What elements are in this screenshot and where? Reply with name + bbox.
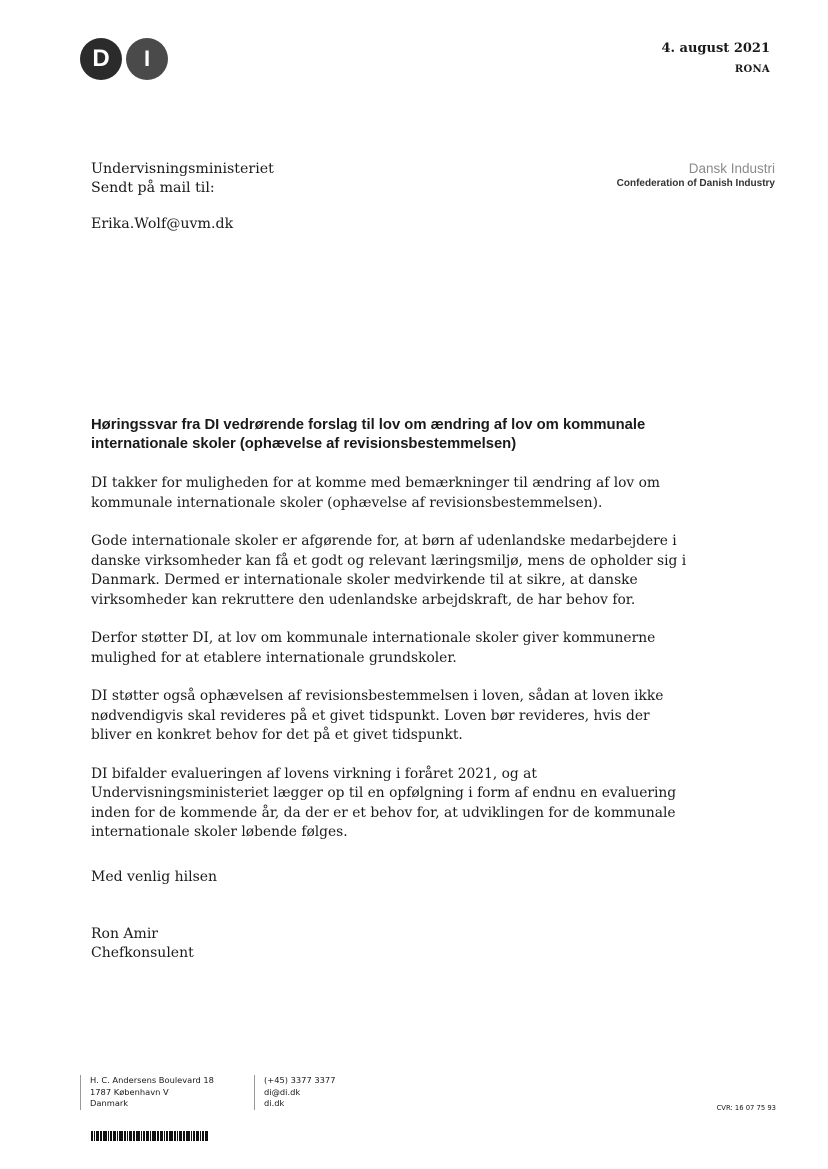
organization-subtitle: Confederation of Danish Industry (616, 178, 775, 189)
paragraph: Gode internationale skoler er afgørende for, at børn af udenlandske medarbejdere i danske virksomheder kan få et godt og relevant læringsmiljø, mens de opholder sig i Danmark. Dermed er internationale skoler medvirkende til at sikre, at danske virksomheder kan rekruttere den udenlandske arbejdskraft, de har behov for. (91, 533, 687, 608)
sent-by-mail-label: Sendt på mail til: (91, 180, 215, 196)
footer-address (80, 1075, 214, 1110)
organization-name: Dansk Industri (688, 161, 775, 176)
closing-phrase: Med venlig hilsen (91, 869, 218, 885)
paragraph: DI takker for muligheden for at komme med bemærkninger til ændring af lov om kommunale internationale skoler (ophævelse af revisionsbestemmelsen). (91, 475, 660, 511)
signer-name: Ron Amir (91, 926, 158, 942)
letter-subject: Høringssvar fra DI vedrørende forslag til lov om ændring af lov om kommunale internationale skoler (ophævelse af revisionsbestemmelsen) (91, 417, 646, 452)
logo-letter-d: D (80, 38, 122, 80)
logo-letter-i: I (126, 38, 168, 80)
footer-contact (254, 1075, 336, 1110)
recipient-name: Undervisningsministeriet (91, 161, 274, 177)
letter-body (91, 474, 691, 862)
cvr-number: CVR: 16 07 75 93 (716, 1104, 776, 1112)
letter-date-block (661, 38, 770, 80)
address-line: H. C. Andersens Boulevard 18 (90, 1075, 214, 1085)
signature-block (91, 925, 194, 963)
signer-title: Chefkonsulent (91, 945, 194, 961)
letter-date: 4. august 2021 (661, 41, 770, 56)
paragraph: Derfor støtter DI, at lov om kommunale internationale skoler giver kommunerne mulighed for at etablere internationale grundskoler. (91, 630, 656, 666)
di-logo (80, 38, 168, 80)
paragraph: DI støtter også ophævelsen af revisionsbestemmelsen i loven, sådan at loven ikke nødvendigvis skal revideres på et givet tidspunkt. Loven bør revideres, hvis der bliver en konkret behov for det på et givet tidspunkt. (91, 688, 664, 743)
recipient-email: Erika.Wolf@uvm.dk (91, 216, 234, 232)
address-line: 1787 København V (90, 1086, 169, 1097)
recipient-block (91, 160, 274, 198)
organization-block (617, 160, 775, 189)
paragraph: DI bifalder evalueringen af lovens virkning i foråret 2021, og at Undervisningsministeriet lægger op til en opfølgning i form af endnu en evaluering inden for de kommende år, da der er et behov for, at udviklingen for de kommunale internationale skoler løbende følges. (91, 765, 677, 840)
phone-number: (+45) 3377 3377 (264, 1075, 336, 1085)
email-link[interactable]: di@di.dk (264, 1086, 301, 1097)
website-link[interactable]: di.dk (264, 1098, 285, 1108)
barcode-graphic (91, 1131, 209, 1141)
address-line: Danmark (90, 1098, 129, 1108)
author-initials: RONA (734, 64, 770, 75)
